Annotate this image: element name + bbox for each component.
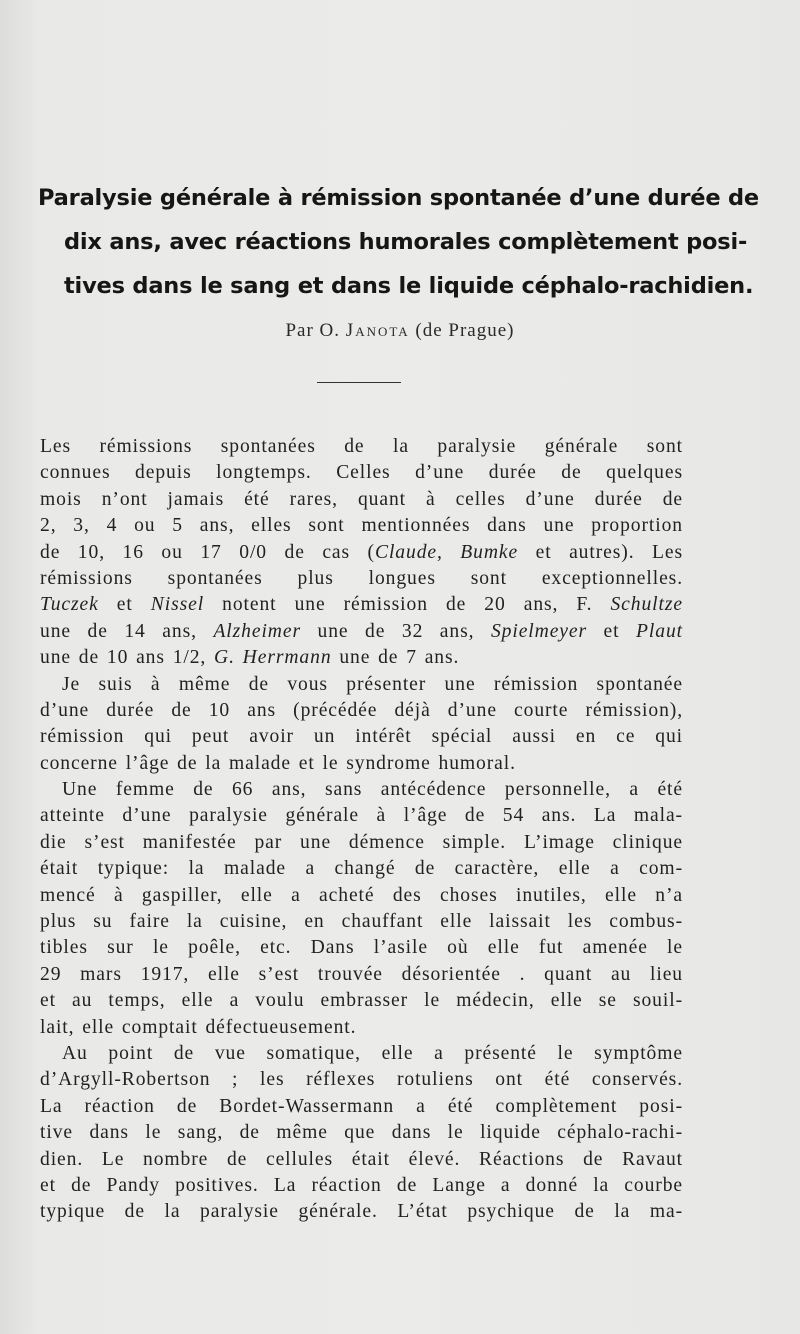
text-line	[40, 803, 683, 829]
title-separator-rule	[317, 382, 401, 383]
title-line: tives dans le sang et dans le liquide céphalo-rachidien.	[64, 273, 754, 299]
text-segment: une de 7 ans.	[331, 647, 460, 669]
text-segment: d’Argyll-Robertson ; les réflexes rotuliens ont été conservés.	[40, 1069, 683, 1091]
text-segment: Au point de vue somatique, elle a présenté le symptôme	[62, 1042, 683, 1064]
text-segment: La réaction de Bordet-Wassermann a été complètement posi-	[40, 1095, 683, 1117]
text-segment: die s’est manifestée par une démence simple. L’image clinique	[40, 831, 683, 853]
text-segment: rémission qui peut avoir un intérêt spécial aussi en ce qui	[40, 726, 683, 748]
text-segment: et	[98, 594, 151, 616]
text-line	[40, 1015, 683, 1041]
text-line	[40, 777, 683, 803]
text-segment: une de 10 ans 1/2,	[40, 647, 215, 669]
text-segment: 2, 3, 4 ou 5 ans, elles sont mentionnées dans une proportion	[40, 515, 683, 537]
text-line	[40, 830, 683, 856]
text-segment: rémissions spontanées plus longues sont exceptionnelles.	[40, 567, 683, 589]
text-line	[40, 645, 683, 671]
text-segment: était typique: la malade a changé de caractère, elle a com-	[40, 858, 683, 880]
text-segment: Une femme de 66 ans, sans antécédence personnelle, a été	[62, 779, 683, 801]
text-line	[40, 883, 683, 909]
italic-name: Alzheimer	[213, 620, 301, 642]
italic-name: Nissel	[150, 594, 205, 616]
text-segment: tibles sur le poêle, etc. Dans l’asile où elle fut amenée le	[40, 937, 683, 959]
text-line	[40, 540, 683, 566]
text-segment: 29 mars 1917, elle s’est trouvée désorientée . quant au lieu	[40, 963, 683, 985]
article-title	[38, 176, 759, 308]
text-line	[40, 434, 683, 460]
text-segment: tive dans le sang, de même que dans le liquide céphalo-rachi-	[40, 1122, 683, 1144]
text-line	[40, 1120, 683, 1146]
text-line	[40, 592, 683, 618]
text-segment: atteinte d’une paralysie générale à l’âge de 54 ans. La mala-	[40, 805, 683, 827]
text-line	[40, 1199, 683, 1225]
text-segment: d’une durée de 10 ans (précédée déjà d’une courte rémission),	[40, 699, 683, 721]
text-segment: une de 32 ans,	[300, 620, 491, 642]
text-line	[40, 1147, 683, 1173]
italic-name: Tuczek	[40, 594, 99, 616]
text-line	[40, 1173, 683, 1199]
title-line: dix ans, avec réactions humorales complètement posi-	[64, 229, 748, 255]
text-segment: et au temps, elle a voulu embrasser le médecin, elle se souil-	[40, 990, 683, 1012]
text-line	[40, 513, 683, 539]
paragraph	[40, 1041, 683, 1226]
author-affiliation: (de Prague)	[415, 320, 515, 341]
text-segment: plus su faire la cuisine, en chauffant elle laissait les combus-	[40, 911, 683, 933]
italic-name: Claude, Bumke	[374, 541, 519, 563]
text-line	[40, 672, 683, 698]
author-byline	[0, 320, 800, 342]
text-segment: Les rémissions spontanées de la paralysie générale sont	[40, 436, 683, 457]
text-line	[40, 909, 683, 935]
paragraph	[40, 434, 683, 672]
text-line	[40, 724, 683, 750]
text-line	[40, 698, 683, 724]
text-line	[40, 962, 683, 988]
text-line	[40, 1094, 683, 1120]
text-segment: et autres). Les	[518, 541, 683, 563]
text-line	[40, 751, 683, 777]
paragraph	[40, 777, 683, 1041]
author-name: Janota	[345, 320, 410, 341]
text-segment: et	[587, 620, 637, 642]
italic-name: Schultze	[610, 594, 683, 616]
text-segment: lait, elle comptait défectueusement.	[40, 1016, 357, 1038]
text-line	[40, 487, 683, 513]
text-segment: Je suis à même de vous présenter une rémission spontanée	[62, 673, 683, 695]
text-segment: typique de la paralysie générale. L’état psychique de la ma-	[40, 1201, 683, 1223]
text-segment: notent une rémission de 20 ans, F.	[204, 594, 611, 616]
text-segment: et de Pandy positives. La réaction de Lange a donné la courbe	[40, 1174, 683, 1196]
text-line	[40, 988, 683, 1014]
text-segment: une de 14 ans,	[40, 620, 214, 642]
italic-name: G. Herrmann	[214, 647, 332, 669]
text-segment: connues depuis longtemps. Celles d’une durée de quelques	[40, 462, 683, 484]
text-segment: concerne l’âge de la malade et le syndrome humoral.	[40, 752, 516, 774]
text-line	[40, 856, 683, 882]
text-line	[40, 460, 683, 486]
text-line	[40, 1041, 683, 1067]
text-line	[40, 1067, 683, 1093]
italic-name: Plaut	[636, 620, 683, 642]
text-line	[40, 935, 683, 961]
text-line	[40, 566, 683, 592]
text-segment: mencé à gaspiller, elle a acheté des choses inutiles, elle n’a	[40, 884, 683, 906]
text-segment: mois n’ont jamais été rares, quant à celles d’une durée de	[40, 488, 683, 510]
text-segment: dien. Le nombre de cellules était élevé. Réactions de Ravaut	[40, 1148, 683, 1170]
text-segment: de 10, 16 ou 17 0/0 de cas (	[40, 541, 375, 563]
title-line: Paralysie générale à rémission spontanée d’une durée de	[38, 185, 759, 211]
italic-name: Spielmeyer	[490, 620, 588, 642]
article-body	[40, 434, 683, 1226]
text-line	[40, 619, 683, 645]
author-prefix: Par O.	[285, 320, 341, 341]
paragraph	[40, 672, 683, 778]
